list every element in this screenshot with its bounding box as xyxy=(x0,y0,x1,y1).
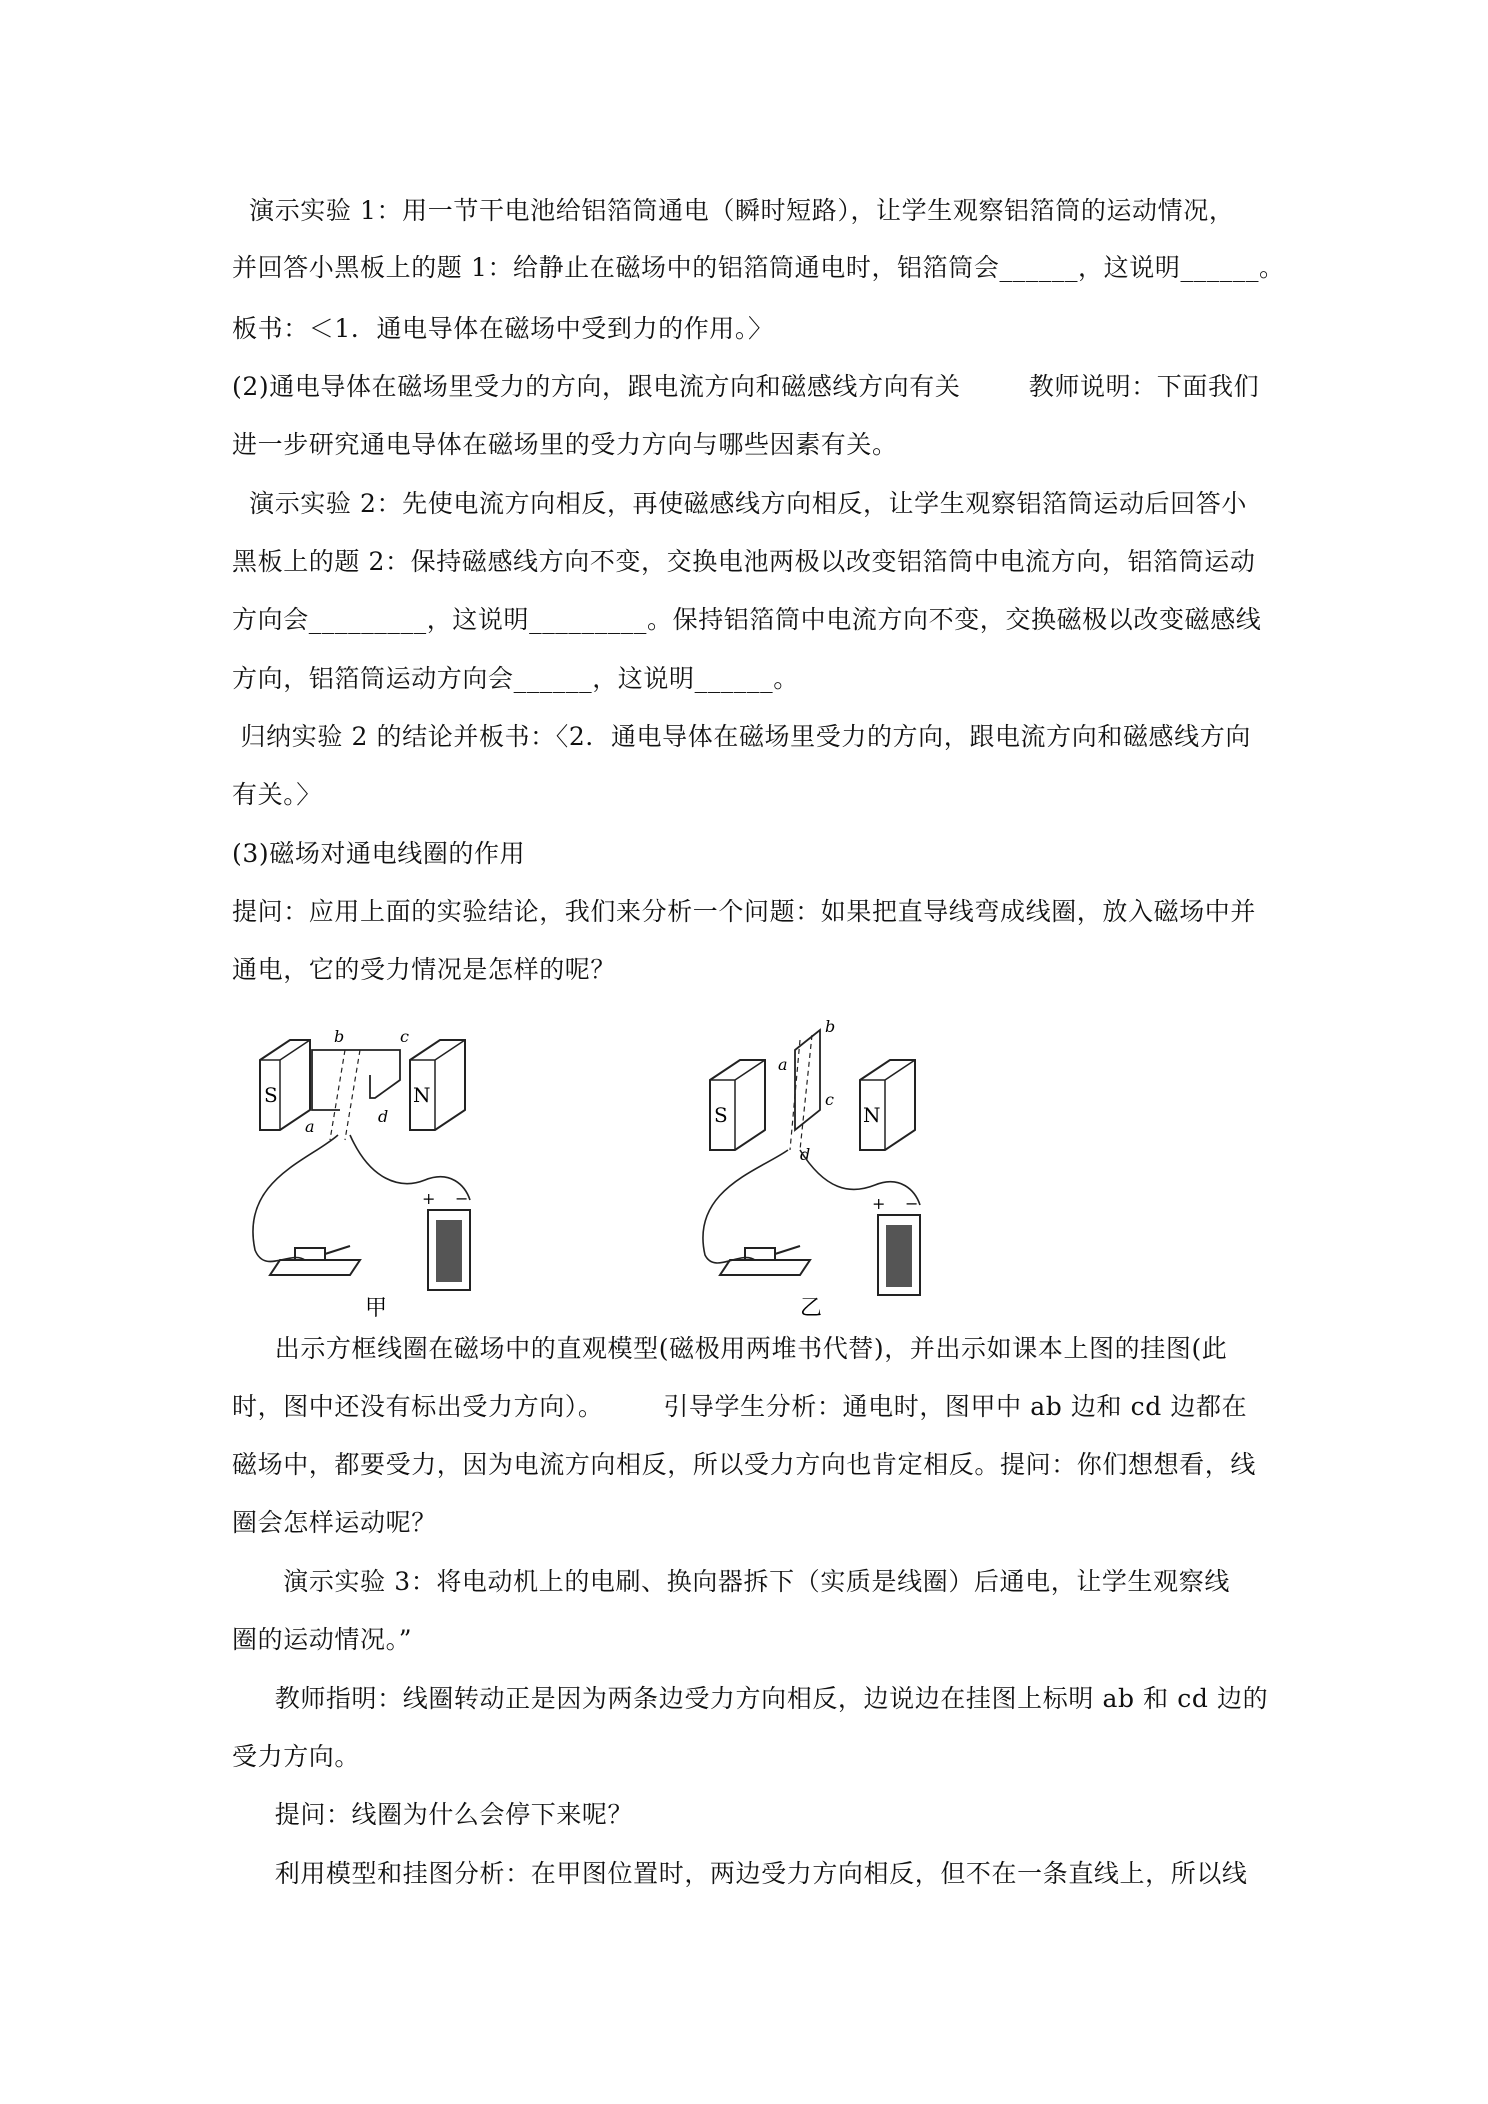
text-line: 演示实验 3：将电动机上的电刷、换向器拆下（实质是线圈）后通电，让学生观察线 xyxy=(232,1567,1230,1596)
text-line: 利用模型和挂图分析：在甲图位置时，两边受力方向相反，但不在一条直线上，所以线 xyxy=(232,1859,1248,1888)
edge-label-d: d xyxy=(800,1145,811,1164)
edge-label-c: c xyxy=(825,1090,834,1109)
text-line: 演示实验 1：用一节干电池给铝箔筒通电（瞬时短路），让学生观察铝箔筒的运动情况， xyxy=(232,196,1235,225)
text-line: 磁场中，都要受力，因为电流方向相反，所以受力方向也肯定相反。提问：你们想想看，线 xyxy=(232,1450,1257,1479)
edge-label-d: d xyxy=(378,1107,389,1126)
text-line: 圈的运动情况。” xyxy=(232,1625,413,1654)
battery-minus-label: − xyxy=(905,1194,919,1213)
figure-caption-yi: 乙 xyxy=(800,1296,823,1320)
text-line: 提问：应用上面的实验结论，我们来分析一个问题：如果把直导线弯成线圈，放入磁场中并 xyxy=(232,897,1257,926)
text-line: 受力方向。 xyxy=(232,1742,361,1771)
edge-label-c: c xyxy=(400,1027,409,1046)
magnet-n-label: N xyxy=(863,1103,881,1127)
text-line: (3)磁场对通电线圈的作用 xyxy=(232,839,526,868)
text-line: 圈会怎样运动呢？ xyxy=(232,1508,437,1537)
edge-label-a: a xyxy=(305,1117,315,1136)
text-line: 提问：线圈为什么会停下来呢？ xyxy=(232,1800,634,1829)
text-line: (2)通电导体在磁场里受力的方向，跟电流方向和磁感线方向有关 教师说明：下面我们 xyxy=(232,372,1260,401)
battery-minus-label: − xyxy=(455,1189,469,1208)
text-line: 教师指明：线圈转动正是因为两条边受力方向相反，边说边在挂图上标明 ab 和 cd 边的 xyxy=(232,1684,1269,1713)
text-line: 板书：＜1．通电导体在磁场中受到力的作用。〉 xyxy=(232,314,774,343)
motor-coil-diagram-jia xyxy=(250,1020,500,1320)
text-line: 归纳实验 2 的结论并板书：〈2．通电导体在磁场里受力的方向，跟电流方向和磁感线方向 xyxy=(232,722,1251,751)
text-line: 有关。〉 xyxy=(232,780,322,809)
edge-label-b: b xyxy=(334,1027,345,1046)
text-line: 时，图中还没有标出受力方向）。 引导学生分析：通电时，图甲中 ab 边和 cd 边都在 xyxy=(232,1392,1248,1421)
figure-jia xyxy=(250,1020,500,1320)
edge-label-b: b xyxy=(825,1020,836,1036)
text-line: 并回答小黑板上的题 1：给静止在磁场中的铝箔筒通电时，铝箔筒会______，这说明______。 xyxy=(232,253,1285,282)
magnet-s-label: S xyxy=(264,1083,278,1107)
text-line: 通电，它的受力情况是怎样的呢？ xyxy=(232,955,617,984)
text-line: 出示方框线圈在磁场中的直观模型(磁极用两堆书代替)，并出示如课本上图的挂图(此 xyxy=(232,1334,1228,1363)
text-line: 进一步研究通电导体在磁场里的受力方向与哪些因素有关。 xyxy=(232,430,898,459)
text-line: 方向会_________，这说明_________。保持铝箔筒中电流方向不变，交换磁极以改变磁感线 xyxy=(232,605,1262,634)
motor-coil-diagram-yi xyxy=(700,1020,950,1320)
edge-label-a: a xyxy=(778,1055,788,1074)
text-line: 黑板上的题 2：保持磁感线方向不变，交换电池两极以改变铝箔筒中电流方向，铝箔筒运动 xyxy=(232,547,1256,576)
battery-plus-label: + xyxy=(872,1194,886,1213)
battery-plus-label: + xyxy=(422,1189,436,1208)
text-line: 演示实验 2：先使电流方向相反，再使磁感线方向相反，让学生观察铝箔筒运动后回答小 xyxy=(232,489,1247,518)
magnet-s-label: S xyxy=(714,1103,728,1127)
text-line: 方向，铝箔筒运动方向会______，这说明______。 xyxy=(232,664,799,693)
figure-caption-jia: 甲 xyxy=(365,1296,388,1320)
figure-yi xyxy=(700,1020,950,1320)
magnet-n-label: N xyxy=(413,1083,431,1107)
